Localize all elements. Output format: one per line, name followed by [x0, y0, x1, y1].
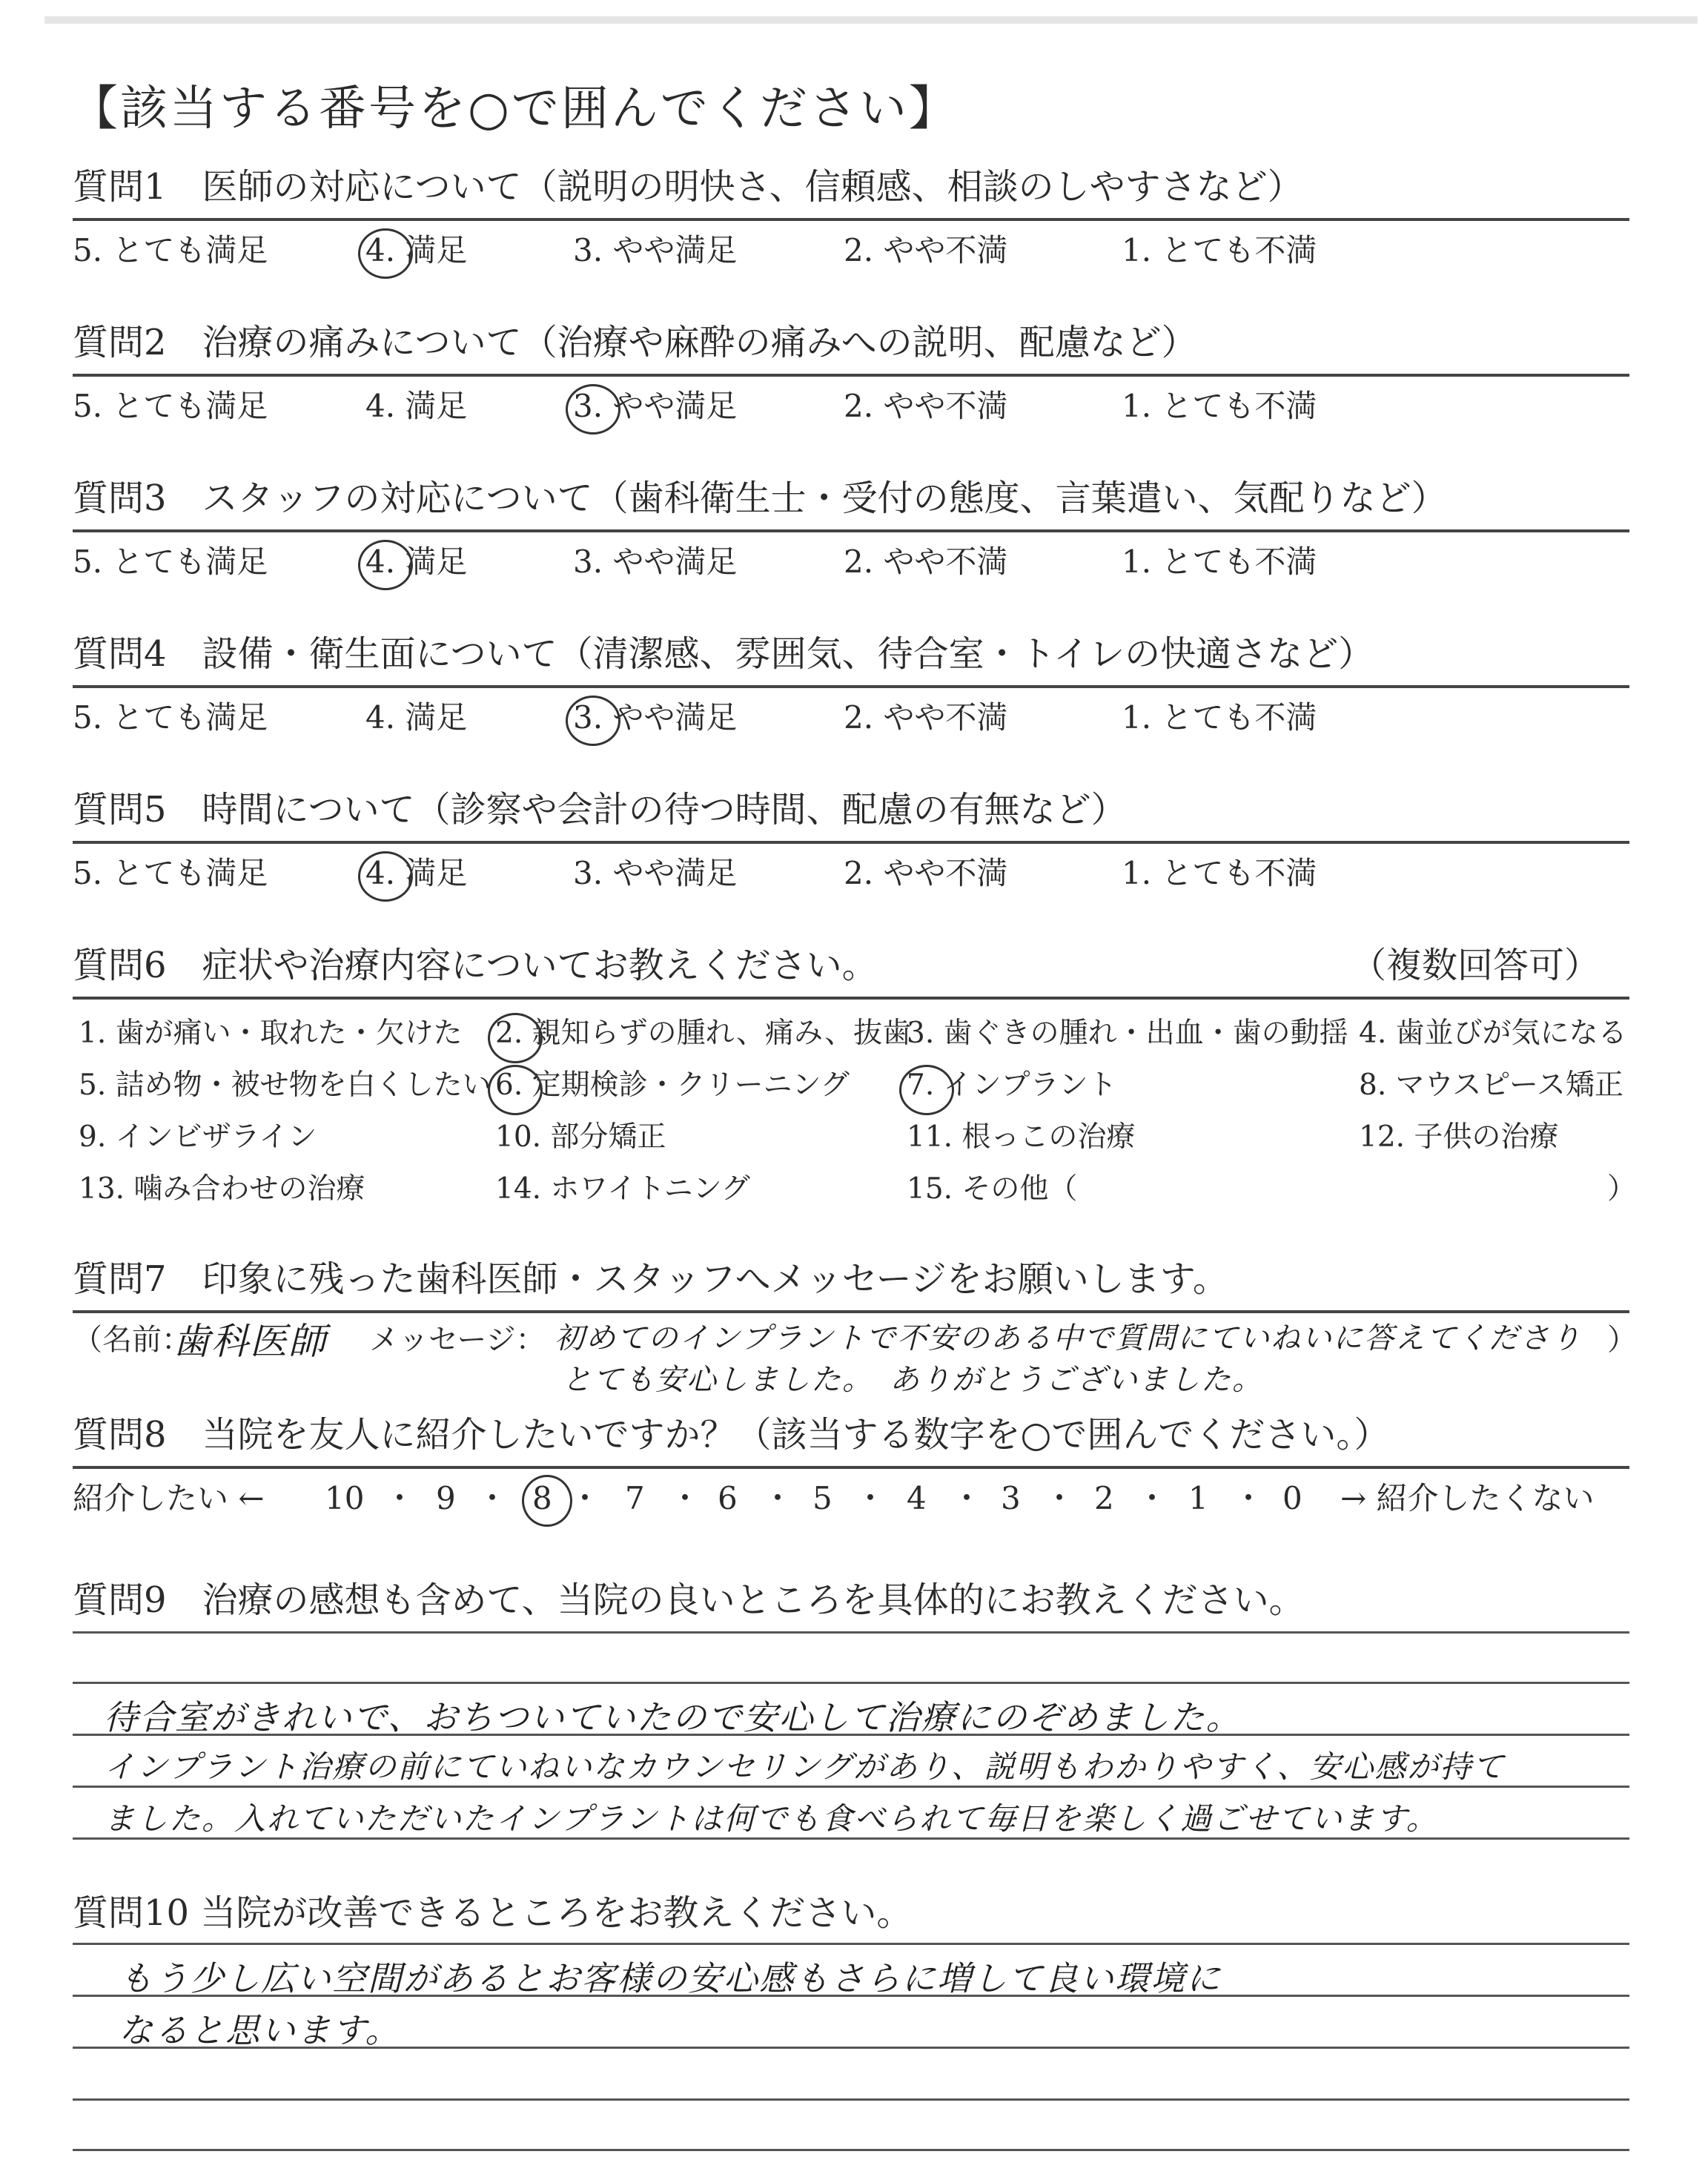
name-label: （名前： — [73, 1323, 191, 1357]
option-1[interactable]: 1. とても不満 — [1122, 855, 1317, 891]
symptom-9[interactable]: 9. インビザライン — [79, 1120, 317, 1154]
symptom-1[interactable]: 1. 歯が痛い・取れた・欠けた — [79, 1017, 463, 1050]
option-3-selected[interactable]: 3. やや満足 — [573, 696, 737, 740]
message-close-paren: ） — [1607, 1323, 1637, 1357]
option-5[interactable]: 5. とても満足 — [73, 232, 268, 268]
symptom-11[interactable]: 11. 根っこの治療 — [907, 1120, 1136, 1154]
scale-sep: ・ — [384, 1480, 416, 1516]
q10-answer-line-2[interactable]: なると思います。 — [119, 2010, 401, 2050]
question-10 — [73, 1891, 1629, 1935]
rating-options — [73, 851, 1629, 896]
scale-right-label: → 紹介したくない — [1340, 1480, 1595, 1516]
symptom-6-selected[interactable]: 6. 定期検診・クリーニング — [495, 1065, 850, 1106]
symptom-10[interactable]: 10. 部分矯正 — [495, 1120, 666, 1154]
symptom-14[interactable]: 14. ホワイトニング — [495, 1172, 750, 1206]
scale-sep: ・ — [1136, 1480, 1168, 1516]
scale-value-3[interactable]: 3 — [1001, 1480, 1021, 1516]
rule — [73, 374, 1629, 377]
option-2[interactable]: 2. やや不満 — [844, 388, 1008, 424]
option-1[interactable]: 1. とても不満 — [1122, 699, 1317, 736]
rule — [73, 218, 1629, 221]
scale-sep: ・ — [951, 1480, 983, 1516]
q9-answer-line-2[interactable]: インプラント治療の前にていねいなカウンセリングがあり、説明もわかりやすく、安心感が持て — [104, 1748, 1506, 1785]
question-1 — [73, 165, 1629, 273]
scale-value-5[interactable]: 5 — [812, 1480, 833, 1516]
scale-sep: ・ — [1233, 1480, 1265, 1516]
question-9 — [73, 1578, 1629, 1622]
question-title — [73, 943, 1629, 988]
question-7 — [73, 1257, 1637, 1402]
option-1[interactable]: 1. とても不満 — [1122, 388, 1317, 424]
rule — [73, 997, 1629, 1000]
question-title: 質問5 時間について（診察や会計の待つ時間、配慮の有無など） — [73, 789, 1127, 830]
option-4-selected[interactable]: 4. 満足 — [365, 228, 467, 273]
question-2 — [73, 320, 1629, 429]
scale-sep: ・ — [1044, 1480, 1076, 1516]
symptom-15-other[interactable]: 15. その他（ — [907, 1172, 1078, 1206]
q9-answer-line-1[interactable]: 待合室がきれいで、おちついていたので安心して治療にのぞめました。 — [104, 1697, 1242, 1737]
scale-value-2[interactable]: 2 — [1094, 1480, 1114, 1516]
q9-answer-line-3[interactable]: ました。入れていただいたインプラントは何でも食べられて毎日を楽しく過ごせています。 — [104, 1800, 1439, 1837]
option-5[interactable]: 5. とても満足 — [73, 855, 268, 891]
message-label: メッセージ： — [369, 1323, 546, 1357]
question-title: 質問4 設備・衛生面について（清潔感、雰囲気、待合室・トイレの快適さなど） — [73, 633, 1374, 675]
question-5 — [73, 787, 1629, 896]
rating-options — [73, 384, 1629, 429]
question-title: 質問1 医師の対応について（説明の明快さ、信頼感、相談のしやすさなど） — [73, 166, 1303, 208]
rule — [73, 685, 1629, 688]
symptom-5[interactable]: 5. 詰め物・被せ物を白くしたい — [79, 1069, 491, 1102]
question-6 — [73, 943, 1637, 1215]
scale-value-10[interactable]: 10 — [325, 1480, 365, 1516]
rating-options — [73, 228, 1629, 273]
rule — [73, 529, 1629, 532]
option-5[interactable]: 5. とても満足 — [73, 699, 268, 736]
message-line-2[interactable]: とても安心しました。 ありがとうございました。 — [562, 1363, 1263, 1397]
question-8 — [73, 1413, 1629, 1521]
option-3-selected[interactable]: 3. やや満足 — [573, 384, 737, 429]
q10-answer-line-1[interactable]: もう少し広い空間があるとお客様の安心感もさらに増して良い環境に — [119, 1958, 1222, 1998]
option-3[interactable]: 3. やや満足 — [573, 855, 738, 891]
option-5[interactable]: 5. とても満足 — [73, 388, 268, 424]
message-line-1[interactable]: 初めてのインプラントで不安のある中で質問にていねいに答えてくださり — [555, 1321, 1582, 1355]
scan-top-edge — [44, 16, 1698, 24]
rule — [73, 841, 1629, 844]
question-3 — [73, 476, 1629, 584]
answer-line — [73, 1682, 1629, 1684]
scale-value-0[interactable]: 0 — [1282, 1480, 1302, 1516]
question-title: 質問7 印象に残った歯科医師・スタッフへメッセージをお願いします。 — [73, 1258, 1228, 1300]
question-4 — [73, 632, 1629, 740]
option-2[interactable]: 2. やや不満 — [844, 232, 1008, 268]
symptom-2-selected[interactable]: 2. 親知らずの腫れ、痛み、抜歯 — [495, 1013, 911, 1054]
rule — [73, 1466, 1629, 1469]
multiple-answers-note: （複数回答可） — [1350, 945, 1600, 986]
option-2[interactable]: 2. やや不満 — [844, 544, 1008, 580]
answer-line — [73, 2098, 1629, 2101]
question-title: 質問8 当院を友人に紹介したいですか？（該当する数字を○で囲んでください。） — [73, 1414, 1390, 1456]
scale-value-4[interactable]: 4 — [907, 1480, 927, 1516]
option-3[interactable]: 3. やや満足 — [573, 544, 738, 580]
scale-value-7[interactable]: 7 — [625, 1480, 645, 1516]
other-close-paren: ） — [1607, 1172, 1637, 1206]
option-5[interactable]: 5. とても満足 — [73, 544, 268, 580]
option-2[interactable]: 2. やや不満 — [844, 699, 1008, 736]
option-3[interactable]: 3. やや満足 — [573, 232, 738, 268]
option-4-selected[interactable]: 4. 満足 — [365, 540, 467, 584]
scale-value-8-selected[interactable]: 8 — [532, 1476, 552, 1521]
answer-line — [73, 1631, 1629, 1634]
option-4[interactable]: 4. 満足 — [365, 388, 468, 424]
question-title: 質問9 治療の感想も含めて、当院の良いところを具体的にお教えください。 — [73, 1579, 1305, 1621]
symptom-4[interactable]: 4. 歯並びが気になる — [1359, 1017, 1627, 1050]
symptom-13[interactable]: 13. 噛み合わせの治療 — [79, 1172, 365, 1206]
answer-line — [73, 2149, 1629, 2151]
answer-line — [73, 1943, 1629, 1945]
scale-value-9[interactable]: 9 — [436, 1480, 456, 1516]
form-instruction-header: 【該当する番号を○で囲んでください】 — [70, 82, 959, 136]
question-title: 質問2 治療の痛みについて（治療や麻酔の痛みへの説明、配慮など） — [73, 322, 1197, 363]
scale-sep: ・ — [477, 1480, 509, 1516]
rating-options — [73, 696, 1629, 740]
option-1[interactable]: 1. とても不満 — [1122, 232, 1317, 268]
symptom-checklist — [73, 1007, 1637, 1215]
scale-left-label: 紹介したい ← — [73, 1480, 265, 1516]
option-2[interactable]: 2. やや不満 — [844, 855, 1008, 891]
scale-sep: ・ — [762, 1480, 794, 1516]
message-area — [73, 1313, 1637, 1402]
question-title: 質問10 当院が改善できるところをお教えください。 — [73, 1892, 913, 1934]
scale-value-6[interactable]: 6 — [718, 1480, 738, 1516]
referral-scale — [73, 1476, 1629, 1521]
scale-sep: ・ — [855, 1480, 887, 1516]
symptom-7-selected[interactable]: 7. インプラント — [907, 1065, 1117, 1106]
option-1[interactable]: 1. とても不満 — [1122, 544, 1317, 580]
question-title: 質問3 スタッフの対応について（歯科衛生士・受付の態度、言葉遣い、気配りなど） — [73, 478, 1447, 519]
rating-options — [73, 540, 1629, 584]
scale-sep: ・ — [669, 1480, 701, 1516]
option-4[interactable]: 4. 満足 — [365, 699, 468, 736]
symptom-8[interactable]: 8. マウスピース矯正 — [1359, 1069, 1623, 1102]
name-handwritten[interactable]: 歯科医師 — [173, 1320, 327, 1363]
scale-sep: ・ — [569, 1480, 601, 1516]
scale-value-1[interactable]: 1 — [1188, 1480, 1208, 1516]
symptom-12[interactable]: 12. 子供の治療 — [1359, 1120, 1559, 1154]
option-4-selected[interactable]: 4. 満足 — [365, 851, 467, 896]
symptom-3[interactable]: 3. 歯ぐきの腫れ・出血・歯の動揺 — [907, 1017, 1348, 1050]
question-6-title: 質問6 症状や治療内容についてお教えください。 — [73, 945, 878, 986]
